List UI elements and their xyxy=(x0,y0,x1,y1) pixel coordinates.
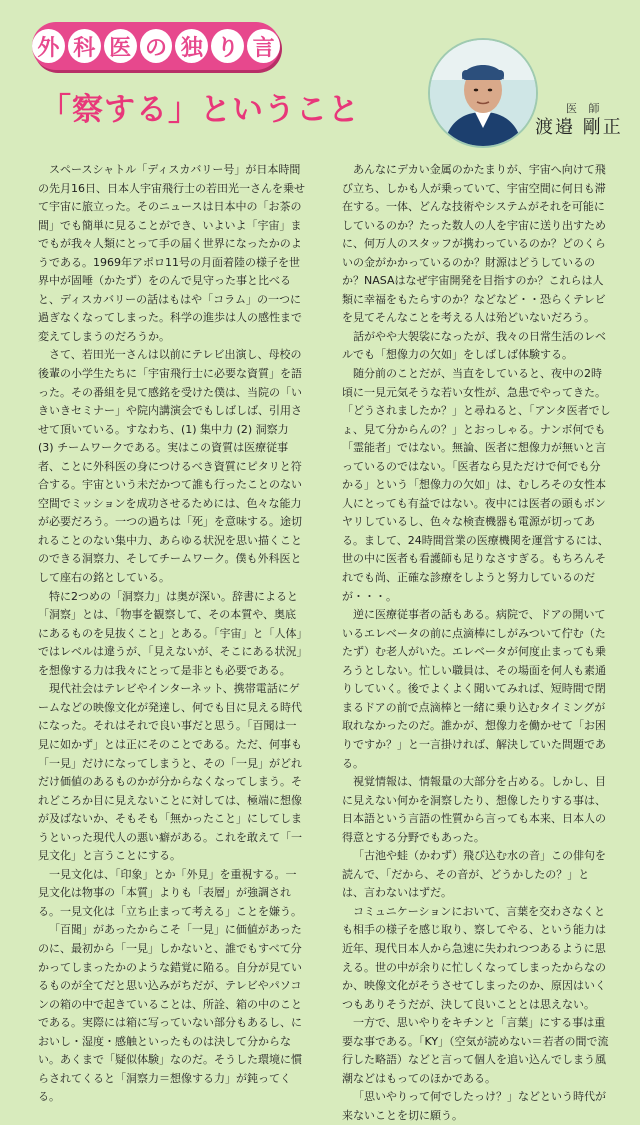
series-title-char: 科 xyxy=(68,29,101,63)
paragraph: 現代社会はテレビやインターネット、携帯電話にゲームなどの映像文化が発達し、何でも目に見える時代になった。それはそれで良い事だと思う。「百聞は一見に如かず」とは正にそのことである。ただ、何事も「一見」だけになってしまうと、その「一見」がどれだけ価値のあるものかが分からなくなってしまう。それどころか目に見えないことに対しては、極端に想像が及ばないか、そもそも「無かったこと」にしてしまうといった現代人の悪い癖がある。これを敢えて「一見文化」と言うことにする。 xyxy=(38,682,302,863)
paragraph: コミュニケーションにおいて、言葉を交わさなくとも相手の様子を感じ取り、察してやる、という能力は近年、現代日本人から急速に失われつつあるように思える。世の中が余りに忙しくなってしまったからなのか、映像文化がそうさせてしまったのか、原因はいくつもありそうだが、決して良いこととは思えない。 xyxy=(342,904,606,1011)
paragraph: 「百聞」があったからこそ「一見」に価値があったのに、最初から「一見」しかないと、誰でもすべて分かってしまったかのような錯覚に陥る。自分が見ているものが全てだと思い込みがちだが、テレビやパソコンの箱の中で起きていることは、所詮、箱の中のことである。実際には箱に写っていない部分もあるし、においし・湿度・感触といったものは決して分からない。あくまで「疑似体験」なのだ。そうした環境に慣らされてくると「洞察力＝想像する力」が鈍ってくる。 xyxy=(38,923,302,1104)
author-photo xyxy=(430,40,536,146)
paragraph: スペースシャトル「ディスカバリー号」が日本時間の先月16日、日本人宇宙飛行士の若田光一さんを乗せて宇宙に旅立った。そのニュースは日本中の「お茶の間」でも簡単に見ることができ、いよいよ「宇宙」までもが我々人類にとって手の届く世界になったかのようである。1969年アポロ11号の月面着陸の様子を世界中が固唾（かたず）をのんで見守った事と比べると、ディスカバリーの話はもはや「コラム」の一つに過ぎなくなってしまった。科学の進歩は人の感性まで変えてしまうのだろうか。 xyxy=(38,163,305,343)
article-headline: 「察する」ということ xyxy=(40,92,360,128)
author-role: 医 師 xyxy=(566,102,604,115)
series-title-char: 独 xyxy=(175,29,208,63)
series-title-char: 医 xyxy=(104,29,137,63)
series-title-char: 外 xyxy=(32,29,65,63)
paragraph: 随分前のことだが、当直をしていると、夜中の2時頃に一見元気そうな若い女性が、急患でやってきた。「どうされましたか？」と尋ねると、「アンタ医者でしょ、見て分からんの？」とおっしゃる。ナンボ何でも「霊能者」ではない。無論、医者に想像力が無いと言っているのではない。「医者なら見ただけで何でも分かる」という「想像力の欠如」は、むしろその女性本人にとっても有益ではない。夜中には医者の頭もボンヤリしているし、色々な検査機器も電源が切ってある。まして、24時間営業の医療機関を運営するには、世の中に医者も看護師も足りなさすぎる。もちろんそれでも尚、正確な診療をしようと努力しているのだが・・・。 xyxy=(342,367,611,603)
paragraph: 話がやや大袈裟になったが、我々の日常生活のレベルでも「想像力の欠如」をしばしば体験する。 xyxy=(342,329,606,362)
paragraph: 「思いやりって何でしたっけ？」などという時代が来ないことを切に願う。 xyxy=(342,1090,606,1122)
paragraph: 視覚情報は、情報量の大部分を占める。しかし、目に見えない何かを洞察したり、想像したりする事は、日本語という言語の性質から言っても本来、日本人の得意とする分野でもあった。 xyxy=(342,775,606,844)
paragraph: 特に2つめの「洞察力」は奥が深い。辞書によると「洞察」とは、「物事を観察して、その本質や、奥底にあるものを見抜くこと」とある。「宇宙」と「人体」ではレベルは違うが、「見えないが、そこにある状況」を想像する力は我々にとって是非とも必要である。 xyxy=(38,589,302,677)
author-portrait-icon xyxy=(430,40,536,146)
paragraph: あんなにデカい金属のかたまりが、宇宙へ向けて飛び立ち、しかも人が乗っていて、宇宙空間に何日も滞在する。一体、どんな技術やシステムがそれを可能にしているのか？たった数人の人を宇宙に送り出すために、何万人のスタッフが携わっているのか？どのくらいの金がかかっているのか？財源はどうしているのか？NASAはなぜ宇宙開発を目指すのか？これらは人類に幸福をもたらすのか？などなど・・恐らくテレビを見てそんなことを考える人は殆どいないだろう。 xyxy=(342,163,606,325)
paragraph: 逆に医療従事者の話もある。病院で、ドアの開いているエレベータの前に点滴棒にしがみついて佇む（たたず）む老人がいた。エレベータが何度止まっても乗ろうとしない。忙しい職員は、その場面を何人も素通りしていく。後でよくよく聞いてみれば、短時間で閉まるドアの前で点滴棒と一緒に乗り込むタイミングが取れなかったのだ。誰かが、想像力を働かせて「お困りですか？」と一言掛ければ、解決していた問題である。 xyxy=(342,608,606,770)
right-column xyxy=(342,161,611,1125)
series-title-char: 言 xyxy=(247,29,280,63)
series-title-char: の xyxy=(140,29,173,63)
author-name: 渡邉 剛正 xyxy=(535,117,623,138)
series-title-char: り xyxy=(211,29,244,63)
series-title-badge xyxy=(32,22,280,70)
paragraph: 一見文化は、「印象」とか「外見」を重視する。一見文化は物事の「本質」よりも「表層」が強調される。一見文化は「立ち止まって考える」ことを嫌う。 xyxy=(38,867,302,918)
paragraph: さて、若田光一さんは以前にテレビ出演し、母校の後輩の小学生たちに「宇宙飛行士に必要な資質」を語った。その番組を見て感銘を受けた僕は、当院の「いきいきセミナー」や院内講演会でもしばしば、引用させて頂いている。すなわち、(1) 集中力 (2) 洞察力 (3) チームワークである。実はこの資質は医療従事者、ことに外科医の身につけるべき資質にピタリと符合する。宇宙という未だかつて誰も行ったことのない空間でミッションを成功させるためには、色々な能力が必要だろう。一つの過ちは「死」を意味する。途切れることのない集中力、あらゆる状況を思い描くことのできる洞察力、そしてチームワーク。僕も外科医として座右の銘としている。 xyxy=(38,348,302,585)
left-column xyxy=(38,161,307,1107)
paragraph: 一方で、思いやりをキチンと「言葉」にする事は重要な事である。「KY」（空気が読めない＝若者の間で流行した略語）などと言って個人を追い込んでしまう風潮などはもってのほかである。 xyxy=(342,1016,609,1085)
paragraph: 「古池や蛙（かわず）飛び込む水の音」この俳句を読んで、「だから、その音が、どうかしたの？」とは、言わないはずだ。 xyxy=(342,849,606,900)
